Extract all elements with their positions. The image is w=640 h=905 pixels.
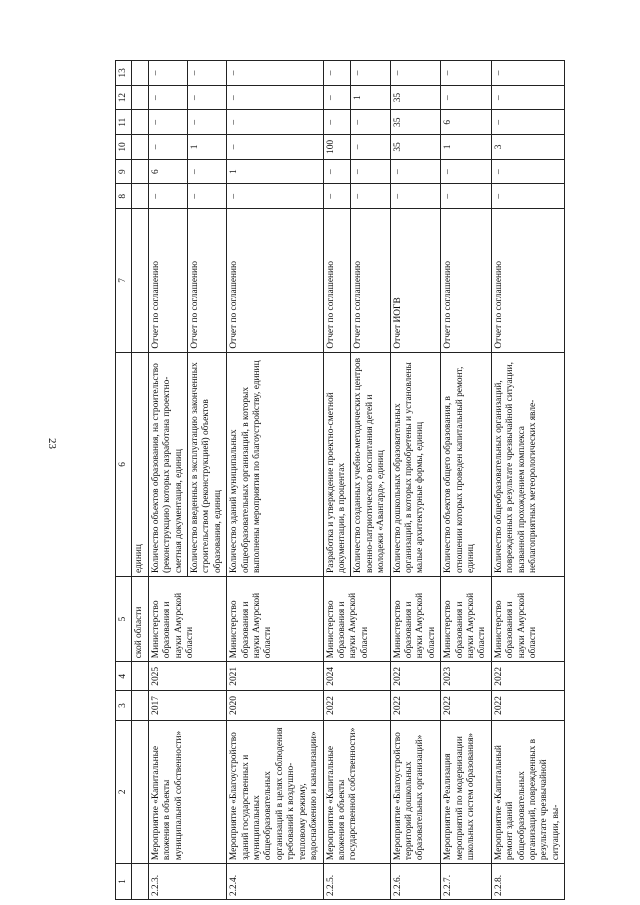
end-year-cell: 2022 — [491, 662, 564, 691]
value-cell: – — [227, 85, 323, 110]
value-cell: 1 — [441, 135, 492, 160]
activity-name-cell: Мероприятие «Капитальный ремонт зданий общеобразовательных организаций, поврежденных в результате чрезвычайной ситуации, вы- — [491, 720, 564, 864]
value-cell: 3 — [491, 135, 564, 160]
value-cell: 1 — [351, 85, 390, 110]
value-cell: – — [323, 159, 351, 184]
col-header: 11 — [116, 110, 132, 135]
value-cell: – — [351, 159, 390, 184]
source-cell: Отчет по соглашению — [148, 209, 187, 353]
col-header: 2 — [116, 720, 132, 864]
value-cell: 35 — [390, 110, 441, 135]
table-row — [148, 61, 187, 900]
value-cell: – — [441, 85, 492, 110]
value-cell: – — [441, 159, 492, 184]
continuation-cell: единиц — [132, 352, 148, 576]
value-cell: – — [323, 85, 351, 110]
value-cell: – — [148, 61, 187, 86]
source-cell: Отчет по соглашению — [491, 209, 564, 353]
value-cell: – — [351, 135, 390, 160]
table-row — [227, 61, 323, 900]
start-year-cell: 2022 — [441, 691, 492, 720]
indicator-cell: Количество общеобразовательных организаций, поврежденных в результате чрезвычайной ситуации, вызванной прохождением комплекса неблагоприятных метеорологических явле- — [491, 352, 564, 576]
executor-cell: Министерство образования и науки Амурской области — [148, 577, 226, 662]
start-year-cell: 2017 — [148, 691, 226, 720]
indicator-cell: Разработка и утверждение проектно-сметной документации, в процентах — [323, 352, 351, 576]
row-number-cell: 2.2.6. — [390, 864, 441, 900]
indicator-cell: Количество объектов общего образования, в отношении которых проведен капитальный ремонт, единиц — [441, 352, 492, 576]
indicator-cell: Количество дошкольных образовательных организаций, в которых приобретены и установлены малые архитектурные формы, единиц — [390, 352, 441, 576]
start-year-cell: 2022 — [323, 691, 390, 720]
executor-cell: Министерство образования и науки Амурской области — [441, 577, 492, 662]
table-row — [491, 61, 564, 900]
page-number: 23 — [46, 438, 58, 449]
value-cell: – — [148, 135, 187, 160]
table-row — [441, 61, 492, 900]
start-year-cell: 2020 — [227, 691, 323, 720]
source-cell: Отчет по соглашению — [323, 209, 351, 353]
col-header: 7 — [116, 209, 132, 353]
value-cell: – — [188, 61, 227, 86]
table-body — [132, 61, 565, 900]
row-number-cell: 2.2.3. — [148, 864, 226, 900]
activity-name-cell: Мероприятие «Благоустройство территорий дошкольных образовательных организаций» — [390, 720, 441, 864]
row-number-cell: 2.2.7. — [441, 864, 492, 900]
value-cell: – — [441, 184, 492, 209]
executor-cell: Министерство образования и науки Амурской области — [227, 577, 323, 662]
col-header: 4 — [116, 662, 132, 691]
value-cell: – — [323, 61, 351, 86]
value-cell: – — [441, 61, 492, 86]
rotated-table-wrapper — [115, 60, 635, 900]
value-cell: – — [323, 110, 351, 135]
value-cell: 6 — [441, 110, 492, 135]
value-cell: – — [491, 85, 564, 110]
source-cell: Отчет по соглашению — [351, 209, 390, 353]
value-cell: – — [188, 85, 227, 110]
col-header: 10 — [116, 135, 132, 160]
row-number-cell: 2.2.5. — [323, 864, 390, 900]
end-year-cell: 2023 — [441, 662, 492, 691]
value-cell: – — [227, 61, 323, 86]
value-cell: – — [491, 61, 564, 86]
value-cell: – — [390, 159, 441, 184]
col-header: 5 — [116, 577, 132, 662]
value-cell: – — [148, 110, 187, 135]
value-cell: – — [227, 135, 323, 160]
indicator-cell: Количество введенных в эксплуатацию законченных строительством (реконструкцией) объектов образования, единиц — [188, 352, 227, 576]
executor-cell: Министерство образования и науки Амурской области — [491, 577, 564, 662]
continuation-cell: ской области — [132, 577, 148, 662]
source-cell: Отчет по соглашению — [441, 209, 492, 353]
end-year-cell: 2022 — [390, 662, 441, 691]
value-cell: 1 — [188, 135, 227, 160]
value-cell: – — [227, 110, 323, 135]
activity-name-cell: Мероприятие «Благоустройство зданий государственных и муниципальных общеобразовательных организаций в целях соблюдения требований к воздушно-тепловому режиму, водоснабжению и канализации» — [227, 720, 323, 864]
end-year-cell: 2025 — [148, 662, 226, 691]
end-year-cell: 2021 — [227, 662, 323, 691]
col-header: 9 — [116, 159, 132, 184]
indicators-table — [115, 60, 565, 900]
continuation-row — [132, 61, 148, 900]
value-cell: 100 — [323, 135, 351, 160]
end-year-cell: 2024 — [323, 662, 390, 691]
activity-name-cell: Мероприятие «Капитальные вложения в объекты муниципальной собственности» — [148, 720, 226, 864]
col-header: 1 — [116, 864, 132, 900]
value-cell: – — [323, 184, 351, 209]
value-cell: – — [351, 61, 390, 86]
value-cell: 35 — [390, 85, 441, 110]
value-cell: – — [351, 184, 390, 209]
value-cell: – — [188, 159, 227, 184]
value-cell: – — [390, 61, 441, 86]
indicator-cell: Количество объектов образования, на строительство (реконструкцию) которых разработана проектно-сметная документация, единиц — [148, 352, 187, 576]
start-year-cell: 2022 — [390, 691, 441, 720]
value-cell: – — [491, 110, 564, 135]
value-cell: – — [390, 184, 441, 209]
row-number-cell: 2.2.4. — [227, 864, 323, 900]
activity-name-cell: Мероприятие «Реализация мероприятий по модернизации школьных систем образования» — [441, 720, 492, 864]
table-row — [390, 61, 441, 900]
indicator-cell: Количество зданий муниципальных общеобразовательных организаций, в которых выполнены мероприятия по благоустройству, единиц — [227, 352, 323, 576]
start-year-cell: 2022 — [491, 691, 564, 720]
value-cell: – — [148, 184, 187, 209]
value-cell: – — [351, 110, 390, 135]
value-cell: 35 — [390, 135, 441, 160]
value-cell: 6 — [148, 159, 187, 184]
executor-cell: Министерство образования и науки Амурской области — [390, 577, 441, 662]
column-number-row — [116, 61, 132, 900]
value-cell: – — [491, 184, 564, 209]
table-row — [323, 61, 351, 900]
value-cell: – — [227, 184, 323, 209]
source-cell: Отчет ИОГВ — [390, 209, 441, 353]
executor-cell: Министерство образования и науки Амурской области — [323, 577, 390, 662]
value-cell: – — [188, 110, 227, 135]
source-cell: Отчет по соглашению — [188, 209, 227, 353]
value-cell: – — [491, 159, 564, 184]
row-number-cell: 2.2.8. — [491, 864, 564, 900]
col-header: 8 — [116, 184, 132, 209]
col-header: 6 — [116, 352, 132, 576]
col-header: 12 — [116, 85, 132, 110]
source-cell: Отчет по соглашению — [227, 209, 323, 353]
col-header: 3 — [116, 691, 132, 720]
value-cell: – — [188, 184, 227, 209]
col-header: 13 — [116, 61, 132, 86]
indicator-cell: Количество созданных учебно-методических центров военно-патриотического воспитания детей и молодежи «Авангард», единиц — [351, 352, 390, 576]
value-cell: 1 — [227, 159, 323, 184]
value-cell: – — [148, 85, 187, 110]
activity-name-cell: Мероприятие «Капитальные вложения в объекты государственной собственности» — [323, 720, 390, 864]
